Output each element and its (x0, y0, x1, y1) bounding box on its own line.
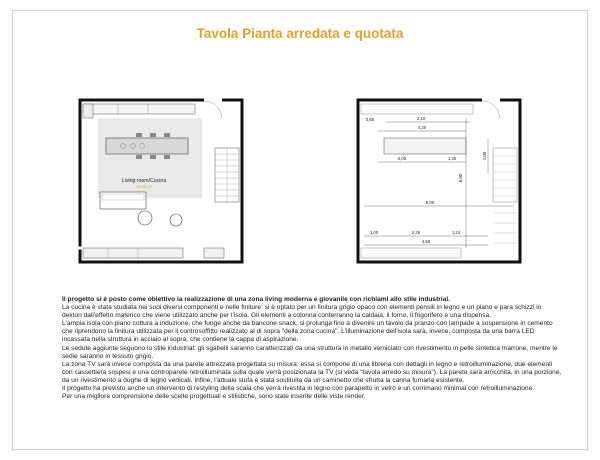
room-label: Living room/Cucina (121, 178, 167, 184)
kitchen-cabinets (83, 104, 195, 118)
room-area: 38,30 m² (136, 184, 152, 189)
kitchen-island (384, 138, 466, 154)
dim-210: 2,10 (416, 116, 426, 121)
kitchen-cabinets (361, 104, 473, 114)
dim-130: 1,30 (447, 156, 457, 161)
dimension-lines (364, 118, 514, 248)
sofa (100, 192, 146, 209)
description-paragraph: Il progetto ha previsto anche un intervento di restyling della scala che verrà rivestita in legno con parapetto in vetro e un corrimano minimal con retroilluminazione. (62, 385, 535, 393)
description-paragraph: Per una migliore comprensione delle scelte progettuali e stilistiche, sono state inserite delle viste render. (62, 393, 366, 401)
furnished-floor-plan (78, 98, 244, 264)
coffee-table (138, 211, 152, 225)
project-description (62, 296, 562, 401)
dim-226: 2,26 (411, 230, 421, 235)
dim-100-bot: 1,00 (369, 230, 379, 235)
tv-wall (361, 248, 461, 258)
description-paragraph: L'ampia isola con piano cottura a induzione, che funge anche da bancone snack, si prolunga fino a divenire un tavolo da pranzo con lampade a sospensione in cemento che riprendono la finitura utilizzata per il controsoffitto realizzato al di sopra "della zona cucina". L'illuminazione dell'isola sarà, invece, composta da una barra LED incassata nella struttura in acciaio al sopra, che contiene la cappa di aspirazione. (62, 320, 553, 344)
dim-450: 4,50 (421, 239, 431, 244)
description-paragraph: Le sedute aggiunte seguono lo stile industrial: gli sgabelli saranno caratterizzati da una struttura in metallo verniciato con rivestimento in pelle sintetica marrone, mentre le sedie saranno in tessuto grigio. (62, 344, 558, 360)
description-paragraph: Il progetto si è posto come obiettivo la realizzazione di una zona living moderna e giovanile con richiami allo stile industrial. (62, 296, 451, 303)
dimensioned-floor-plan (356, 98, 522, 264)
staircase (215, 148, 239, 202)
dim-200: 2,00 (397, 156, 407, 161)
description-paragraph: La cucina è stata studiata nei suoi diversi componenti e nelle finiture: si è optato per un finitura grigio opaco con elementi pensili in legno e un piano e para schizzi in dekton dall'effetto materico che viene utilizzato anche per l'isola. Gli elementi a colonna conterranno la caldaia, il forno, il frigorifero e una dispensa. (62, 304, 542, 320)
armchair (170, 214, 182, 226)
dim-060: 0,60 (365, 117, 375, 122)
dim-100-top: 1,00 (482, 151, 487, 161)
dim-500: 5,00 (425, 200, 435, 205)
tv-wall (83, 248, 224, 258)
dim-420: 4,20 (417, 125, 427, 130)
dim-680: 6,80 (458, 173, 463, 183)
description-paragraph: La zona TV sarà invece composta da una parete attrezzata progettata su misura: essa si compone di una libreria con dettagli in legno e retroilluminazione, due elementi con cassettiera sospesi e una controparete retroilluminata sulla quale verrà posizionata la TV (si veda "tavola arredo su misura"). La parete sarà arricchita, in una porzione, da un rivestimento a doghe di legno verticali. Infine, l'attuale stufa è stata sostituita da un caminetto che sfrutta la canna fumaria esistente. (62, 360, 562, 384)
page-title: Tavola Pianta arredata e quotata (196, 26, 404, 41)
staircase (493, 148, 517, 243)
dim-124: 1,24 (451, 230, 461, 235)
plan-walls (358, 100, 520, 262)
